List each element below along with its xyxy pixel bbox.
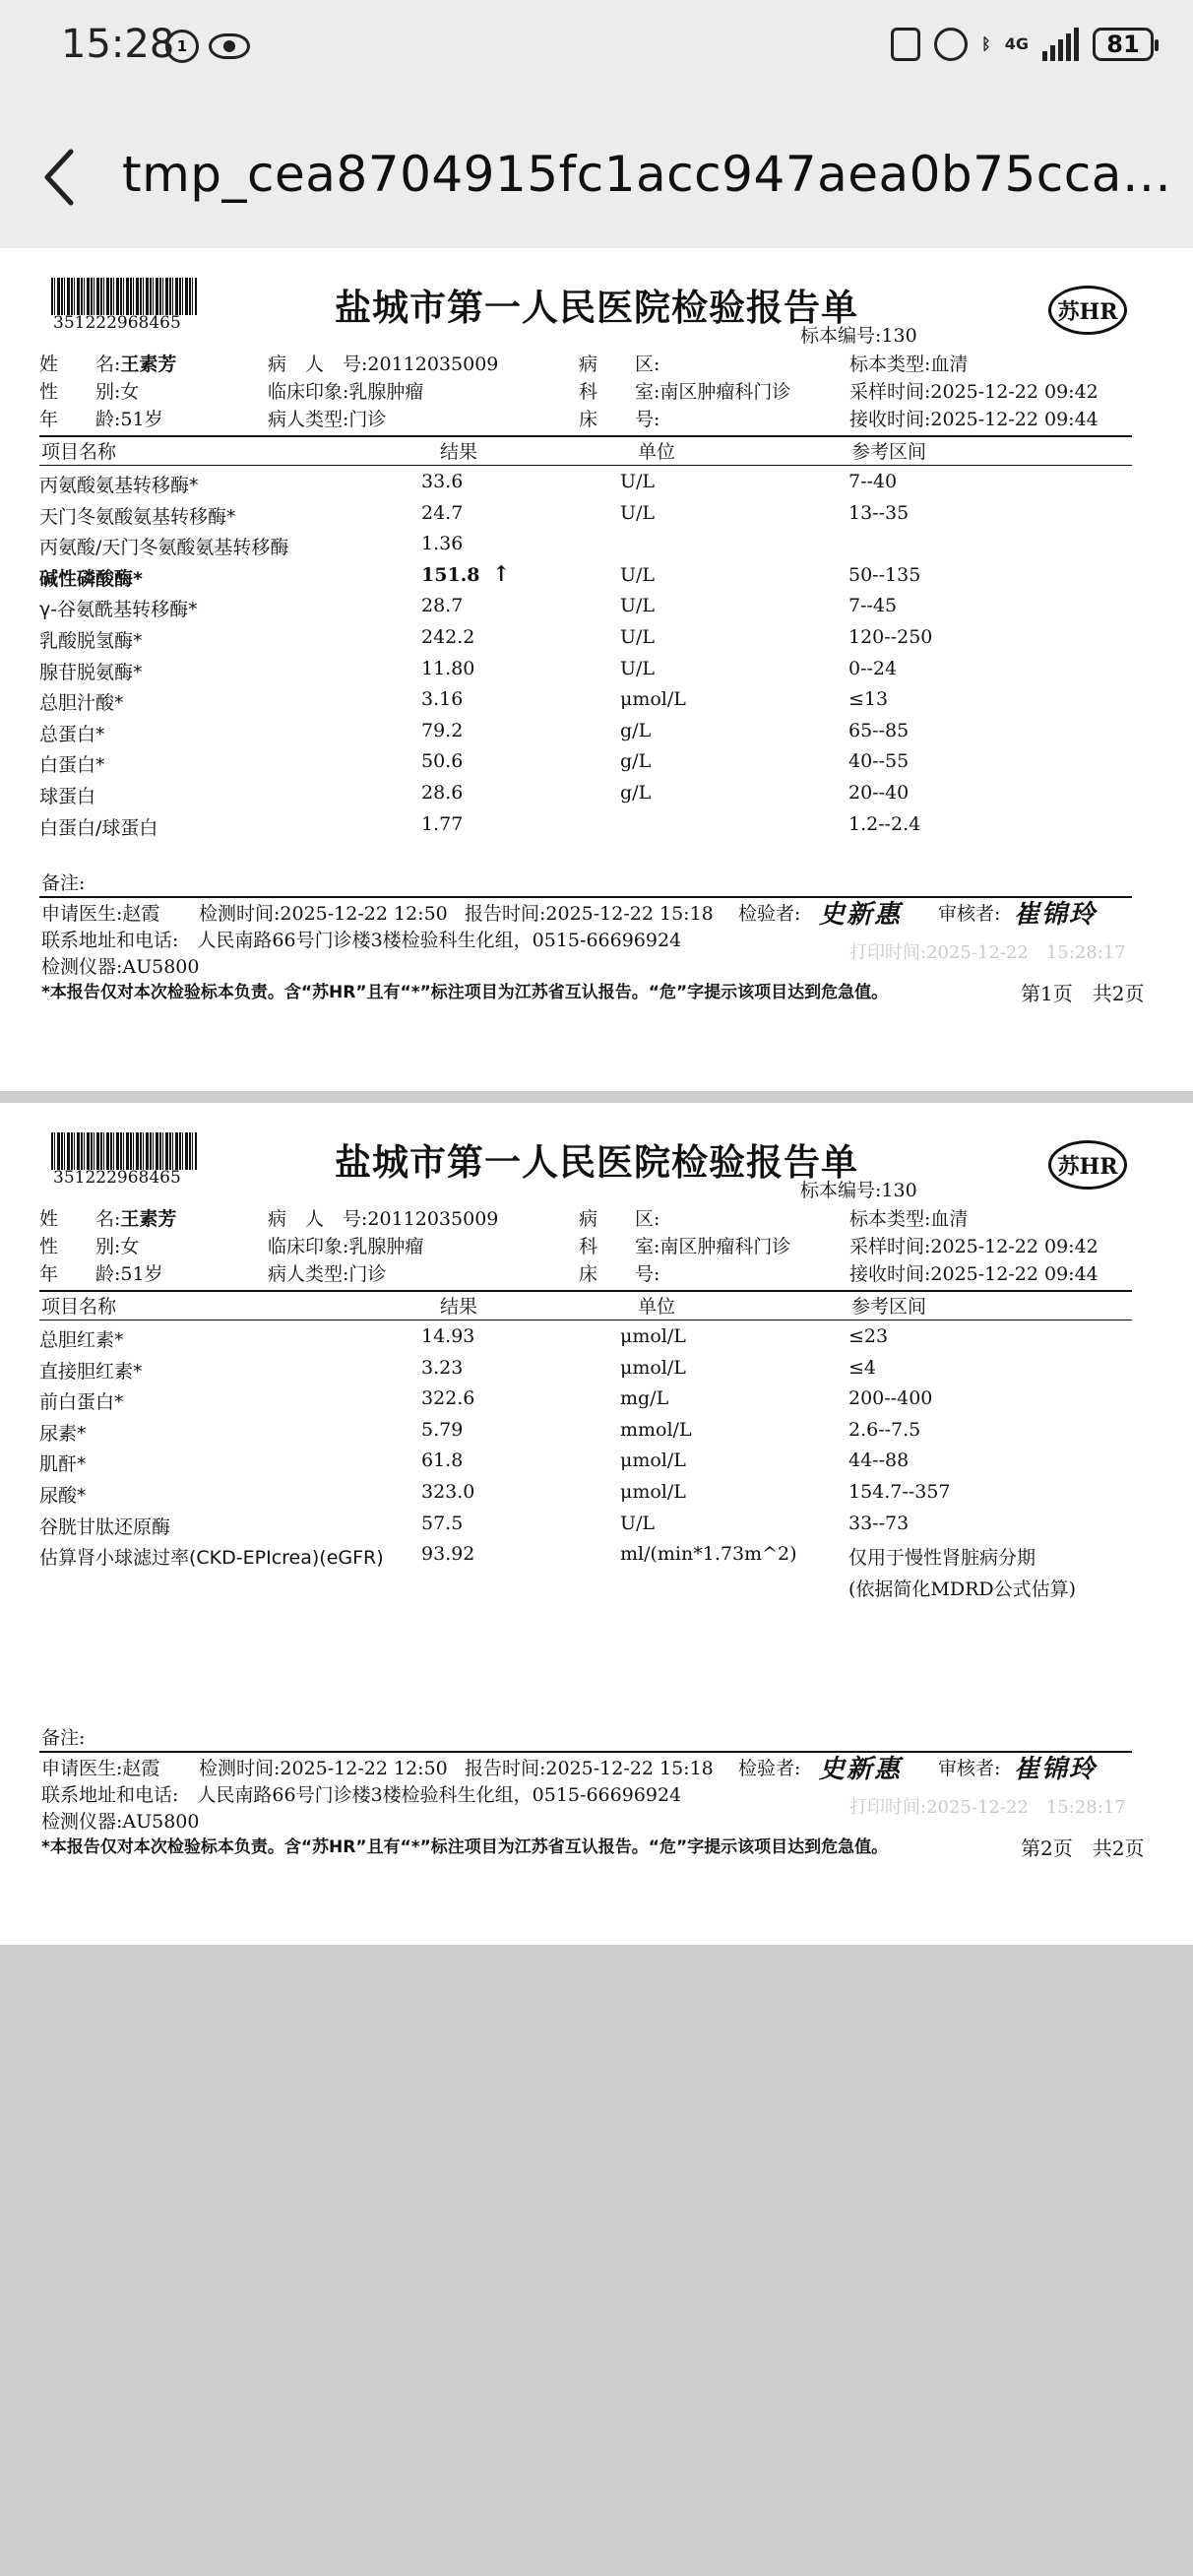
col-header-name: 项目名称 <box>41 441 117 463</box>
row-result: 3.23 <box>421 1356 464 1379</box>
row-unit: U/L <box>620 626 656 648</box>
barcode-number: 351222968465 <box>53 313 181 333</box>
patient-number: 病 人 号:20112035009 <box>268 354 499 375</box>
row-unit: mmol/L <box>620 1418 692 1441</box>
sample-number: 标本编号:130 <box>800 1180 917 1201</box>
row-ref: ≤4 <box>848 1356 877 1379</box>
row-ref: 44--88 <box>848 1449 910 1472</box>
row-result: 28.6 <box>421 782 464 804</box>
row-name: 乳酸脱氢酶* <box>39 630 143 652</box>
row-name: 直接胆红素* <box>39 1360 143 1383</box>
gender: 性 别:女 <box>39 381 140 403</box>
row-name: 总蛋白* <box>39 723 105 745</box>
disclaimer: *本报告仅对本次检验标本负责。含“苏HR”且有“*”标注项目为江苏省互认报告。“危”字提示该项目达到危急值。 <box>41 1837 889 1857</box>
network-type: 4G <box>1004 34 1029 53</box>
row-ref: 仅用于慢性肾脏病分期 <box>848 1547 1036 1570</box>
row-result: 322.6 <box>421 1387 475 1410</box>
clinical-impression: 临床印象:乳腺肿瘤 <box>268 381 424 403</box>
row-ref: 7--45 <box>848 595 898 617</box>
battery-level: 81 <box>1106 31 1140 58</box>
row-ref: 20--40 <box>848 782 910 804</box>
report-time: 报告时间:2025-12-22 15:18 <box>465 903 714 925</box>
col-header-unit: 单位 <box>638 1296 676 1318</box>
row-ref: 1.2--2.4 <box>848 812 921 835</box>
row-ref: 2.6--7.5 <box>848 1418 921 1441</box>
col-header-result: 结果 <box>440 1296 478 1318</box>
status-time: 15:28 <box>61 22 175 67</box>
hd-icon: 1 <box>165 30 199 63</box>
signal-icon <box>1042 28 1079 61</box>
disclaimer: *本报告仅对本次检验标本负责。含“苏HR”且有“*”标注项目为江苏省互认报告。“危”字提示该项目达到危急值。 <box>41 983 889 1002</box>
row-result: 61.8 <box>421 1449 464 1472</box>
collect-time: 采样时间:2025-12-22 09:42 <box>849 381 1099 403</box>
contact-address: 联系地址和电话: 人民南路66号门诊楼3楼检验科生化组，0515-66696924 <box>41 1784 682 1806</box>
bluetooth-icon: ᛒ <box>981 34 991 53</box>
row-result: 93.92 <box>421 1543 475 1566</box>
su-hr-badge: 苏HR <box>1048 1140 1127 1190</box>
row-result: 57.5 <box>421 1512 464 1534</box>
file-title: tmp_cea8704915fc1acc947aea0b75cca… <box>122 146 1172 203</box>
patient-name-label: 姓 名: <box>39 354 121 375</box>
row-unit: U/L <box>620 657 656 679</box>
patient-name <box>39 350 176 376</box>
reviewer-signature: 崔锦玲 <box>1014 1755 1098 1784</box>
high-flag-icon: ↑ <box>492 560 511 587</box>
row-name: 球蛋白 <box>39 786 96 807</box>
row-name: 谷胱甘肽还原酶 <box>39 1515 171 1538</box>
instrument: 检测仪器:AU5800 <box>41 956 200 978</box>
row-name: 白蛋白* <box>39 754 105 777</box>
row-unit: μmol/L <box>620 1449 686 1472</box>
report-page-1 <box>0 248 1193 1091</box>
patient-type: 病人类型:门诊 <box>268 1263 387 1285</box>
patient-number: 病 人 号:20112035009 <box>268 1208 499 1230</box>
row-result: 1.36 <box>421 533 464 555</box>
row-unit: μmol/L <box>620 1325 686 1347</box>
requesting-doctor: 申请医生:赵霞 <box>41 903 160 925</box>
gender: 性 别:女 <box>39 1236 140 1257</box>
back-button[interactable] <box>39 148 89 207</box>
table-top-rule <box>39 435 1132 437</box>
contact-address: 联系地址和电话: 人民南路66号门诊楼3楼检验科生化组，0515-66696924 <box>41 930 682 951</box>
row-result: 242.2 <box>421 626 475 648</box>
test-time: 检测时间:2025-12-22 12:50 <box>199 1758 448 1779</box>
ward: 病 区: <box>579 354 660 375</box>
row-name: 白蛋白/球蛋白 <box>39 816 158 839</box>
barcode-number: 351222968465 <box>53 1168 181 1188</box>
row-unit: U/L <box>620 501 656 524</box>
age: 年 龄:51岁 <box>39 1263 163 1285</box>
row-name: 丙氨酸/天门冬氨酸氨基转移酶 <box>39 537 289 559</box>
row-unit: U/L <box>620 595 656 617</box>
print-time: 打印时间:2025-12-22 15:28:17 <box>849 1797 1126 1818</box>
row-name: 总胆汁酸* <box>39 692 124 715</box>
instrument: 检测仪器:AU5800 <box>41 1811 200 1833</box>
row-unit: g/L <box>620 750 652 773</box>
row-unit: U/L <box>620 563 656 586</box>
row-ref: 200--400 <box>848 1387 933 1410</box>
back-arrow-icon <box>39 148 79 207</box>
reviewer-label: 审核者: <box>938 1758 1001 1779</box>
patient-name <box>39 1204 176 1231</box>
patient-type: 病人类型:门诊 <box>268 409 387 430</box>
row-unit: g/L <box>620 782 652 804</box>
patient-name-value: 王素芳 <box>120 354 177 375</box>
tester-label: 检验者: <box>738 903 801 925</box>
eye-icon <box>209 33 250 59</box>
report-time: 报告时间:2025-12-22 15:18 <box>465 1758 714 1779</box>
bed-number: 床 号: <box>579 1263 660 1285</box>
report-title: 盐城市第一人民医院检验报告单 <box>335 287 858 329</box>
patient-name-label: 姓 名: <box>39 1208 121 1230</box>
row-ref: 0--24 <box>848 657 898 679</box>
tester-label: 检验者: <box>738 1758 801 1779</box>
col-header-name: 项目名称 <box>41 1296 117 1318</box>
receive-time: 接收时间:2025-12-22 09:44 <box>849 1263 1099 1285</box>
bed-number: 床 号: <box>579 409 660 430</box>
requesting-doctor: 申请医生:赵霞 <box>41 1758 160 1779</box>
reviewer-label: 审核者: <box>938 903 1001 925</box>
row-name: 总胆红素* <box>39 1329 124 1351</box>
sample-type: 标本类型:血清 <box>849 1208 969 1230</box>
footer-rule <box>39 896 1132 898</box>
row-name: 天门冬氨酸氨基转移酶* <box>39 505 236 528</box>
row-ref: 120--250 <box>848 626 933 648</box>
row-result: 3.16 <box>421 688 464 711</box>
print-time: 打印时间:2025-12-22 15:28:17 <box>849 942 1126 963</box>
row-ref: ≤23 <box>848 1325 889 1347</box>
row-ref: 40--55 <box>848 750 910 773</box>
row-ref: 50--135 <box>848 563 921 586</box>
tester-signature: 史新惠 <box>819 1755 903 1784</box>
row-result: 5.79 <box>421 1418 464 1441</box>
row-name: 肌酐* <box>39 1453 87 1476</box>
report-title: 盐城市第一人民医院检验报告单 <box>335 1141 858 1184</box>
status-left-icons <box>165 30 250 63</box>
row-name: 尿素* <box>39 1422 87 1445</box>
test-time: 检测时间:2025-12-22 12:50 <box>199 903 448 925</box>
table-header-rule <box>39 465 1132 466</box>
row-name: 碱性磷酸酶* <box>39 567 143 590</box>
row-name: 尿酸* <box>39 1485 87 1507</box>
su-hr-badge: 苏HR <box>1048 286 1127 335</box>
row-name: 前白蛋白* <box>39 1391 124 1414</box>
nfc-icon <box>891 28 920 61</box>
notes-label: 备注: <box>41 872 86 894</box>
row-result: 33.6 <box>421 471 464 492</box>
page-number: 第2页 共2页 <box>1021 1836 1145 1860</box>
row-unit: μmol/L <box>620 688 686 711</box>
collect-time: 采样时间:2025-12-22 09:42 <box>849 1236 1099 1257</box>
row-result: 323.0 <box>421 1481 475 1503</box>
notes-label: 备注: <box>41 1727 86 1749</box>
tester-signature: 史新惠 <box>819 900 903 930</box>
receive-time: 接收时间:2025-12-22 09:44 <box>849 409 1099 430</box>
row-result: 151.8 <box>421 563 480 586</box>
page-number: 第1页 共2页 <box>1021 982 1145 1005</box>
row-result: 1.77 <box>421 812 464 835</box>
table-top-rule <box>39 1290 1132 1292</box>
patient-name-value: 王素芳 <box>120 1208 177 1230</box>
sample-number: 标本编号:130 <box>800 325 917 347</box>
row-ref: 65--85 <box>848 719 910 741</box>
row-ref: ≤13 <box>848 688 889 711</box>
row-result: 14.93 <box>421 1325 475 1347</box>
row-unit: mg/L <box>620 1387 669 1410</box>
alarm-icon <box>934 28 968 61</box>
row-unit: μmol/L <box>620 1356 686 1379</box>
status-right-icons <box>891 28 1154 61</box>
row-ref: 33--73 <box>848 1512 910 1534</box>
department: 科 室:南区肿瘤科门诊 <box>579 1236 791 1257</box>
col-header-unit: 单位 <box>638 441 676 463</box>
clinical-impression: 临床印象:乳腺肿瘤 <box>268 1236 424 1257</box>
row-result: 50.6 <box>421 750 464 773</box>
department: 科 室:南区肿瘤科门诊 <box>579 381 791 403</box>
col-header-ref: 参考区间 <box>851 441 927 463</box>
row-unit: μmol/L <box>620 1481 686 1503</box>
battery-icon <box>1093 28 1154 61</box>
row-result: 24.7 <box>421 501 464 524</box>
footer-rule <box>39 1751 1132 1753</box>
row-result: 28.7 <box>421 595 464 617</box>
row-ref-note: (依据简化MDRD公式估算) <box>848 1578 1077 1600</box>
row-ref: 154.7--357 <box>848 1481 951 1503</box>
row-result: 79.2 <box>421 719 464 741</box>
sample-type: 标本类型:血清 <box>849 354 969 375</box>
row-unit: ml/(min*1.73m^2) <box>620 1543 797 1566</box>
row-name: 丙氨酸氨基转移酶* <box>39 475 199 496</box>
app-header <box>0 98 1193 248</box>
row-ref: 7--40 <box>848 471 898 492</box>
row-unit: U/L <box>620 1512 656 1534</box>
col-header-ref: 参考区间 <box>851 1296 927 1318</box>
status-bar <box>0 0 1193 98</box>
col-header-result: 结果 <box>440 441 478 463</box>
row-ref: 13--35 <box>848 501 910 524</box>
reviewer-signature: 崔锦玲 <box>1014 900 1098 930</box>
report-page-2 <box>0 1103 1193 1945</box>
row-unit: g/L <box>620 719 652 741</box>
row-name: 估算肾小球滤过率(CKD-EPIcrea)(eGFR) <box>39 1547 384 1570</box>
row-name: γ-谷氨酰基转移酶* <box>39 599 198 621</box>
age: 年 龄:51岁 <box>39 409 163 430</box>
ward: 病 区: <box>579 1208 660 1230</box>
row-unit: U/L <box>620 471 656 492</box>
row-result: 11.80 <box>421 657 475 679</box>
row-name: 腺苷脱氨酶* <box>39 661 143 683</box>
